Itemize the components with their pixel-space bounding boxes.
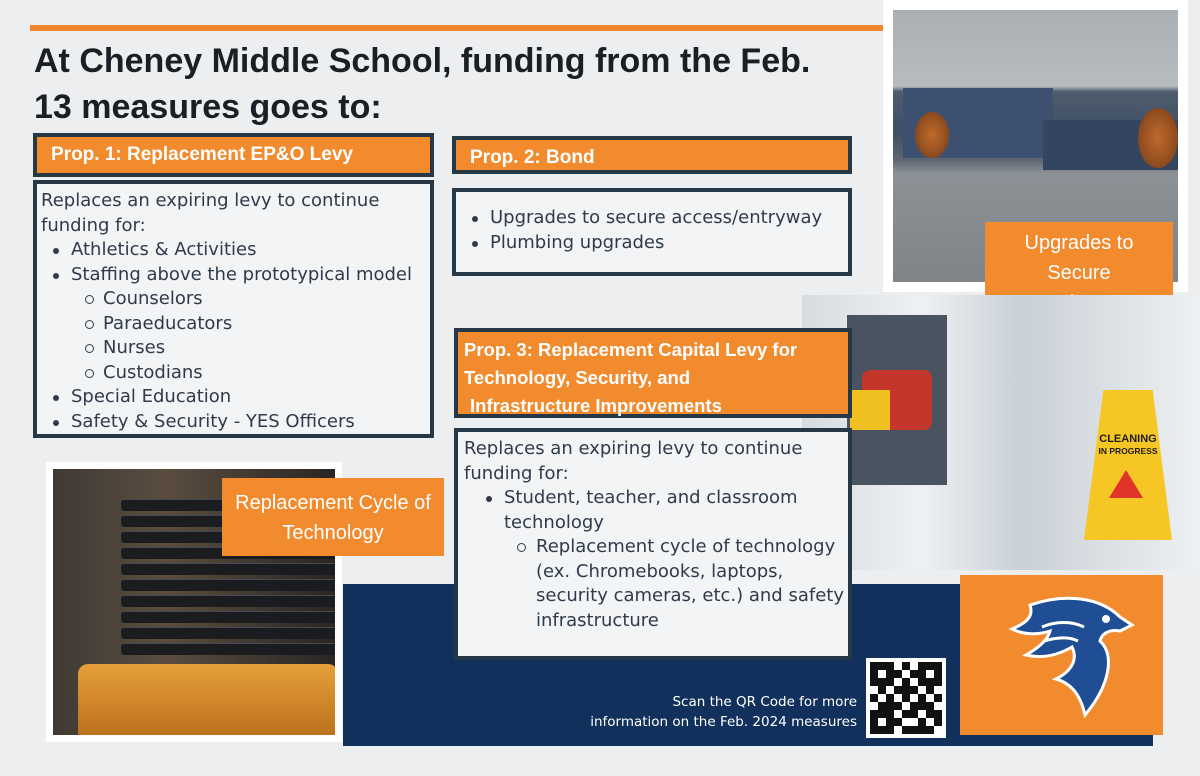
prop2-list	[460, 206, 848, 255]
page-title: At Cheney Middle School, funding from the Feb. 13 measures goes to:	[34, 42, 811, 126]
eagle-icon	[960, 575, 1163, 735]
bucket	[850, 390, 890, 430]
prop3-intro: Replaces an expiring levy to continue funding for:	[464, 438, 803, 484]
list-item: Safety & Security - YES Officers	[41, 410, 430, 435]
list-item: Staffing above the prototypical model	[41, 263, 430, 288]
prop3-header	[454, 328, 852, 418]
prop3-header-line: Infrastructure Improvements	[470, 395, 722, 416]
sign-text: CLEANING IN PROGRESS	[1098, 433, 1158, 456]
cleaning-photo	[802, 295, 1200, 570]
list-item: Plumbing upgrades	[460, 231, 848, 256]
top-rule	[30, 25, 890, 31]
callout-line: Upgrades to	[1024, 232, 1134, 254]
tech-callout: Replacement Cycle of Technology	[222, 478, 444, 556]
qr-code[interactable]	[866, 658, 946, 738]
prop1-list	[41, 238, 430, 434]
list-item: Special Education	[41, 385, 430, 410]
list-item: Athletics & Activities	[41, 238, 430, 263]
qr-caption: Scan the QR Code for more information on the Feb. 2024 measures	[590, 694, 857, 730]
list-item: Nurses	[41, 336, 430, 361]
list-item: Replacement cycle of technology (ex. Chromebooks, laptops, security cameras, etc.) and safety infrastructure	[464, 535, 848, 633]
prop1-header: Prop. 1: Replacement EP&O Levy	[33, 133, 434, 177]
prop2-box	[452, 188, 852, 276]
prop3-header-line: Technology, Security, and	[464, 367, 691, 388]
list-item: Counselors	[41, 287, 430, 312]
prop3-header-line: Prop. 3: Replacement Capital Levy for	[464, 339, 798, 360]
prop3-list	[464, 486, 848, 633]
callout-line: Secure	[1047, 262, 1111, 284]
prop2-header: Prop. 2: Bond	[452, 136, 852, 174]
list-item: Student, teacher, and classroom technology	[464, 486, 848, 535]
wet-floor-sign	[1084, 390, 1172, 540]
orange-tray	[78, 664, 335, 735]
eagle-logo	[960, 575, 1163, 735]
prop1-intro: Replaces an expiring levy to continue funding for:	[41, 190, 380, 236]
list-item: Custodians	[41, 361, 430, 386]
list-item: Upgrades to secure access/entryway	[460, 206, 848, 231]
prop3-box	[454, 428, 852, 660]
list-item: Paraeducators	[41, 312, 430, 337]
prop1-box	[33, 180, 434, 438]
